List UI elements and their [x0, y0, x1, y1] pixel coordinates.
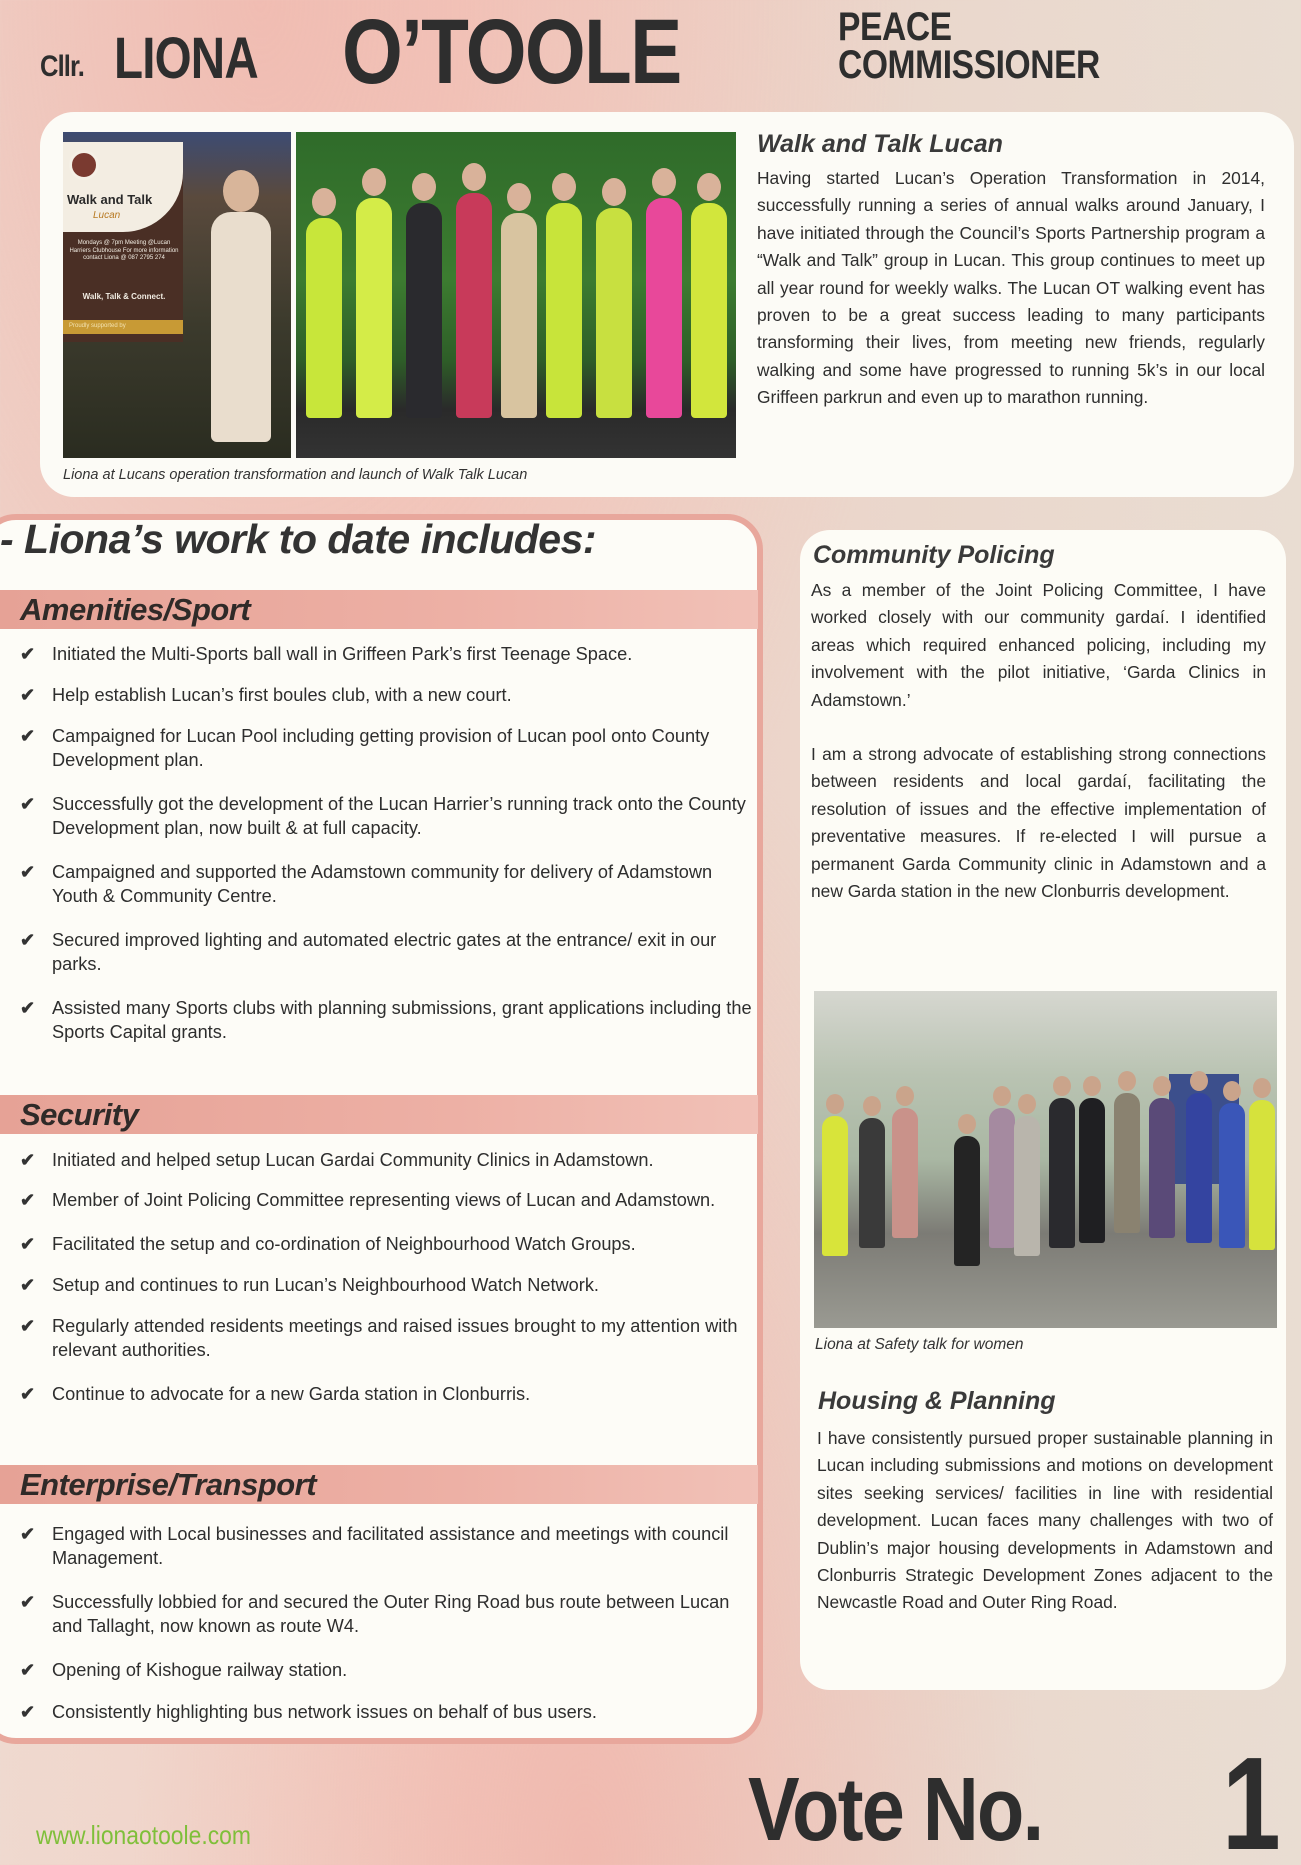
list-item: ✔ Facilitated the setup and co-ordination of Neighbourhood Watch Groups.	[20, 1234, 636, 1254]
attendee-figure	[1079, 1098, 1105, 1243]
list-item: ✔ Member of Joint Policing Committee representing views of Lucan and Adamstown.	[20, 1190, 716, 1210]
attendee-figure	[1049, 1098, 1075, 1248]
walker-figure	[356, 198, 392, 418]
attendee-figure	[1219, 1103, 1245, 1248]
category-bar-security	[0, 1095, 758, 1134]
sign-subtitle: Lucan	[93, 210, 121, 221]
walker-figure	[306, 218, 342, 418]
list-item: ✔ Help establish Lucan’s first boules club, with a new court.	[20, 685, 512, 705]
website-link[interactable]: www.lionaotoole.com	[36, 1820, 251, 1850]
walk-and-talk-sign	[63, 142, 183, 342]
list-item: ✔ Campaigned and supported the Adamstown community for delivery of Adamstown Youth & Community Centre.	[20, 862, 713, 906]
person-figure	[205, 170, 275, 450]
vote-slogan: Vote No.	[748, 1760, 1043, 1860]
role-line-1: PEACE	[838, 5, 952, 49]
attendee-figure	[859, 1118, 885, 1248]
candidate-surname: O’TOOLE	[342, 1, 681, 103]
list-item: ✔ Initiated the Multi-Sports ball wall in Griffeen Park’s first Teenage Space.	[20, 644, 633, 664]
list-item: ✔ Regularly attended residents meetings and raised issues brought to my attention with relevant authorities.	[20, 1316, 738, 1360]
check-icon: ✔	[20, 1702, 36, 1722]
list-item: ✔ Campaigned for Lucan Pool including getting provision of Lucan pool onto County Development plan.	[20, 726, 710, 770]
walk-photo-caption: Liona at Lucans operation transformation and launch of Walk Talk Lucan	[63, 467, 528, 483]
sign-strapline: Walk, Talk & Connect.	[82, 292, 166, 301]
attendee-figure	[822, 1116, 848, 1256]
community-policing-paragraph: As a member of the Joint Policing Committee, I have worked closely with our community gardaí. I identified areas which required enhanced policing, including my involvement with the pilot initiative, ‘Garda Clinics in Adamstown.’	[811, 580, 1266, 710]
attendee-figure	[1249, 1100, 1275, 1250]
list-item: ✔ Engaged with Local businesses and facilitated assistance and meetings with council Management.	[20, 1524, 729, 1568]
check-icon: ✔	[20, 1150, 36, 1170]
housing-planning-title: Housing & Planning	[818, 1387, 1056, 1415]
check-icon: ✔	[20, 1275, 36, 1295]
list-item: ✔ Setup and continues to run Lucan’s Neighbourhood Watch Network.	[20, 1275, 599, 1295]
walk-and-talk-panel	[40, 112, 1294, 497]
enterprise-transport-list	[18, 1522, 758, 1724]
attendee-figure	[1014, 1116, 1040, 1256]
candidate-first-name: LIONA	[114, 26, 258, 91]
walker-figure	[596, 208, 632, 418]
walker-figure	[456, 193, 492, 418]
walk-and-talk-body: Having started Lucan’s Operation Transformation in 2014, successfully running a series of annual walks around January, I have initiated through the Council’s Sports Partnership program a “Walk and Talk” group in Lucan. This group continues to meet up all year round for weekly walks. The Lucan OT walking event has proven to be a great success leading to many participants transforming their lives, from meeting new friends, regularly walking and some have progressed to running 5k’s in our local Griffeen parkrun and even up to marathon running.	[757, 168, 1265, 408]
category-title: Amenities/Sport	[20, 592, 251, 627]
check-icon: ✔	[20, 1592, 36, 1612]
safety-talk-photo	[814, 991, 1277, 1328]
attendee-figure	[954, 1136, 980, 1266]
check-icon: ✔	[20, 1316, 36, 1336]
list-item: ✔ Opening of Kishogue railway station.	[20, 1660, 348, 1680]
check-icon: ✔	[20, 1660, 36, 1680]
check-icon: ✔	[20, 1384, 36, 1404]
security-list	[18, 1148, 758, 1406]
walker-figure	[691, 203, 727, 418]
community-policing-body	[811, 577, 1266, 905]
vote-number: 1	[1222, 1730, 1281, 1865]
sign-details: Mondays @ 7pm Meeting @Lucan Harriers Clubhouse For more information contact Liona @ 087 2795 274	[69, 240, 179, 261]
walker-figure	[646, 198, 682, 418]
amenities-sport-list	[18, 642, 758, 1044]
list-item: ✔ Consistently highlighting bus network issues on behalf of bus users.	[20, 1702, 597, 1722]
check-icon: ✔	[20, 1234, 36, 1254]
community-policing-paragraph: I am a strong advocate of establishing strong connections between residents and local gardaí, facilitating the resolution of issues and the effective implementation of preventative measures. If re-elected I will pursue a permanent Garda Community clinic in Adamstown and a new Garda station in the new Clonburris development.	[811, 744, 1266, 902]
safety-photo-caption: Liona at Safety talk for women	[815, 1336, 1024, 1353]
category-title: Security	[20, 1097, 139, 1132]
attendee-figure	[1149, 1098, 1175, 1238]
check-icon: ✔	[20, 1524, 36, 1544]
walkers-group-photo	[296, 132, 736, 458]
title-prefix: Cllr.	[40, 50, 84, 83]
check-icon: ✔	[20, 930, 36, 950]
list-item: ✔ Successfully got the development of the Lucan Harrier’s running track onto the County Development plan, now built & at full capacity.	[20, 794, 746, 838]
check-icon: ✔	[20, 644, 36, 664]
category-bar-amenities-sport	[0, 590, 758, 629]
attendee-figure	[892, 1108, 918, 1238]
candidate-role	[838, 5, 1100, 87]
walker-figure	[546, 203, 582, 418]
sign-sponsor-band: Proudly supported by	[63, 320, 183, 334]
check-icon: ✔	[20, 1190, 36, 1210]
role-line-2: COMMISSIONER	[838, 43, 1100, 87]
walk-and-talk-sign-photo	[63, 132, 291, 458]
list-item: ✔ Initiated and helped setup Lucan Gardai Community Clinics in Adamstown.	[20, 1150, 654, 1170]
check-icon: ✔	[20, 794, 36, 814]
list-item: ✔ Secured improved lighting and automated electric gates at the entrance/ exit in our parks.	[20, 930, 717, 974]
club-logo-icon	[69, 150, 99, 180]
page-header	[0, 0, 1301, 110]
attendee-figure	[1114, 1093, 1140, 1233]
housing-planning-body: I have consistently pursued proper sustainable planning in Lucan including submissions and motions on development sites seeking services/ facilities in line with residential development. Lucan faces many challenges with two of Dublin’s major housing developments in Adamstown and Clonburris Strategic Development Zones adjacent to the Newcastle Road and Outer Ring Road.	[817, 1428, 1273, 1613]
sign-title: Walk and Talk	[67, 192, 153, 207]
attendee-figure	[989, 1108, 1015, 1248]
work-heading: - Liona’s work to date includes:	[0, 516, 597, 562]
attendee-figure	[1186, 1093, 1212, 1243]
list-item: ✔ Continue to advocate for a new Garda station in Clonburris.	[20, 1384, 531, 1404]
category-title: Enterprise/Transport	[20, 1467, 317, 1502]
check-icon: ✔	[20, 726, 36, 746]
community-policing-title: Community Policing	[813, 541, 1055, 569]
list-item: ✔ Assisted many Sports clubs with planning submissions, grant applications including the Sports Capital grants.	[20, 998, 752, 1042]
walk-and-talk-title: Walk and Talk Lucan	[757, 130, 1003, 158]
category-bar-enterprise-transport	[0, 1465, 758, 1504]
list-item: ✔ Successfully lobbied for and secured the Outer Ring Road bus route between Lucan and Tallaght, now known as route W4.	[20, 1592, 730, 1636]
check-icon: ✔	[20, 685, 36, 705]
check-icon: ✔	[20, 998, 36, 1018]
check-icon: ✔	[20, 862, 36, 882]
walker-figure	[501, 213, 537, 418]
walker-figure	[406, 203, 442, 418]
